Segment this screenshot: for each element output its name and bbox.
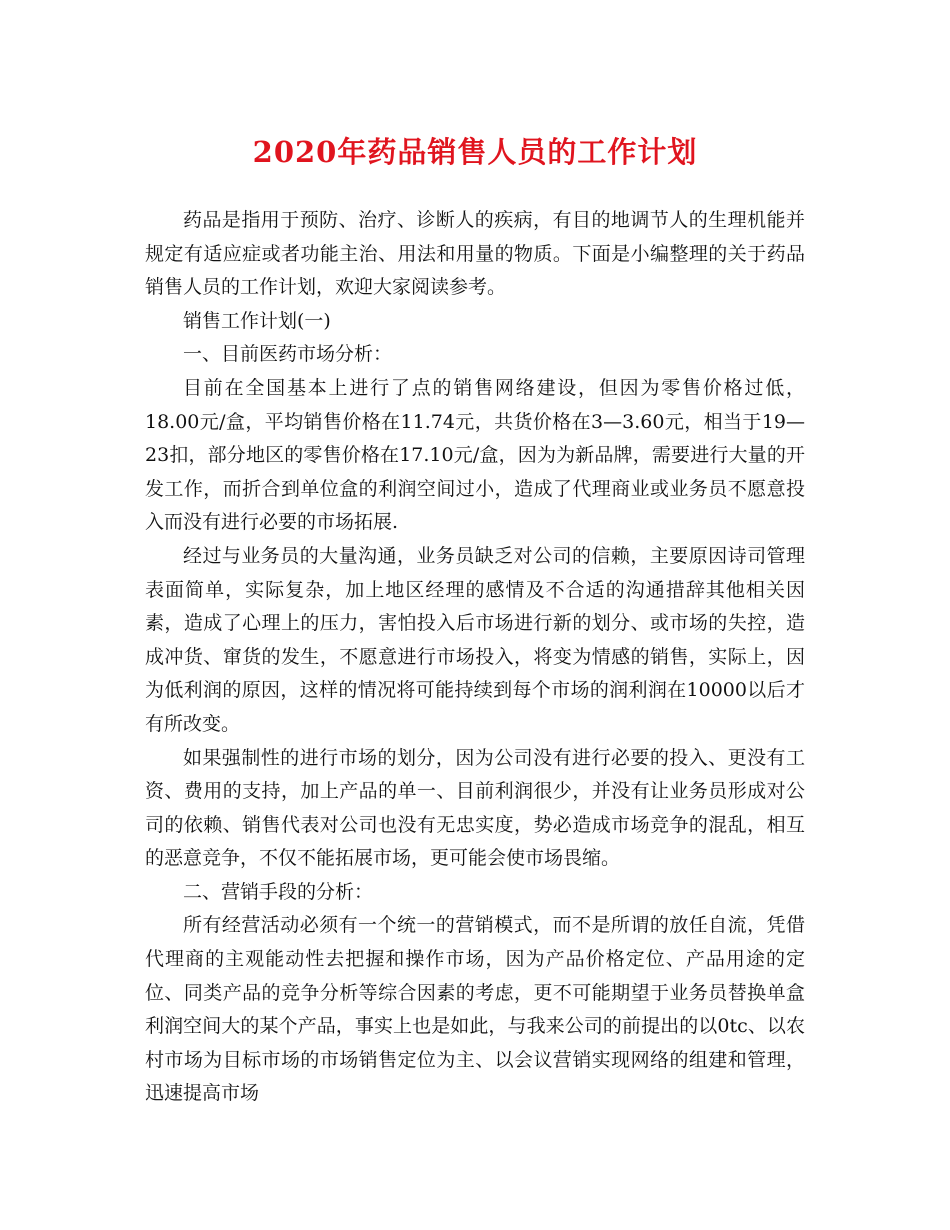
body-paragraph: 目前在全国基本上进行了点的销售网络建设，但因为零售价格过低，18.00元/盒，平均销售价格在11.74元，共货价格在3—3.60元，相当于19—23扣，部分地区的零售价格在17.10元/盒，因为为新品牌，需要进行大量的开发工作，而折合到单位盒的利润空间过小，造成了代理商业或业务员不愿意投入而没有进行必要的市场拓展. [145,376,805,534]
section-heading: 销售工作计划(一) [183,309,331,332]
subsection-heading: 二、营销手段的分析： [183,880,374,903]
document-title: 2020年药品销售人员的工作计划 [252,135,698,169]
body-paragraph: 如果强制性的进行市场的划分，因为公司没有进行必要的投入、更没有工资、费用的支持，加上产品的单一、目前利润很少，并没有让业务员形成对公司的依赖、销售代表对公司也没有无忠实度，势必造成市场竞争的混乱，相互的恶意竞争，不仅不能拓展市场，更可能会使市场畏缩。 [145,746,805,870]
body-paragraph: 所有经营活动必须有一个统一的营销模式，而不是所谓的放任自流，凭借代理商的主观能动性去把握和操作市场，因为产品价格定位、产品用途的定位、同类产品的竞争分析等综合因素的考虑，更不可能期望于业务员替换单盒利润空间大的某个产品，事实上也是如此，与我来公司的前提出的以0tc、以农村市场为目标市场的市场销售定位为主、以会议营销实现网络的组建和管理，迅速提高市场 [145,914,805,1105]
document-body [145,204,805,1111]
intro-paragraph: 药品是指用于预防、治疗、诊断人的疾病，有目的地调节人的生理机能并规定有适应症或者功能主治、用法和用量的物质。下面是小编整理的关于药品销售人员的工作计划，欢迎大家阅读参考。 [145,209,805,299]
subsection-heading: 一、目前医药市场分析： [183,343,393,366]
body-paragraph: 经过与业务员的大量沟通，业务员缺乏对公司的信赖，主要原因诗司管理表面简单，实际复杂，加上地区经理的感情及不合适的沟通措辞其他相关因素，造成了心理上的压力，害怕投入后市场进行新的划分、或市场的失控，造成冲货、窜货的发生，不愿意进行市场投入，将变为情感的销售，实际上，因为低利润的原因，这样的情况将可能持续到每个市场的润利润在10000以后才有所改变。 [145,544,805,735]
